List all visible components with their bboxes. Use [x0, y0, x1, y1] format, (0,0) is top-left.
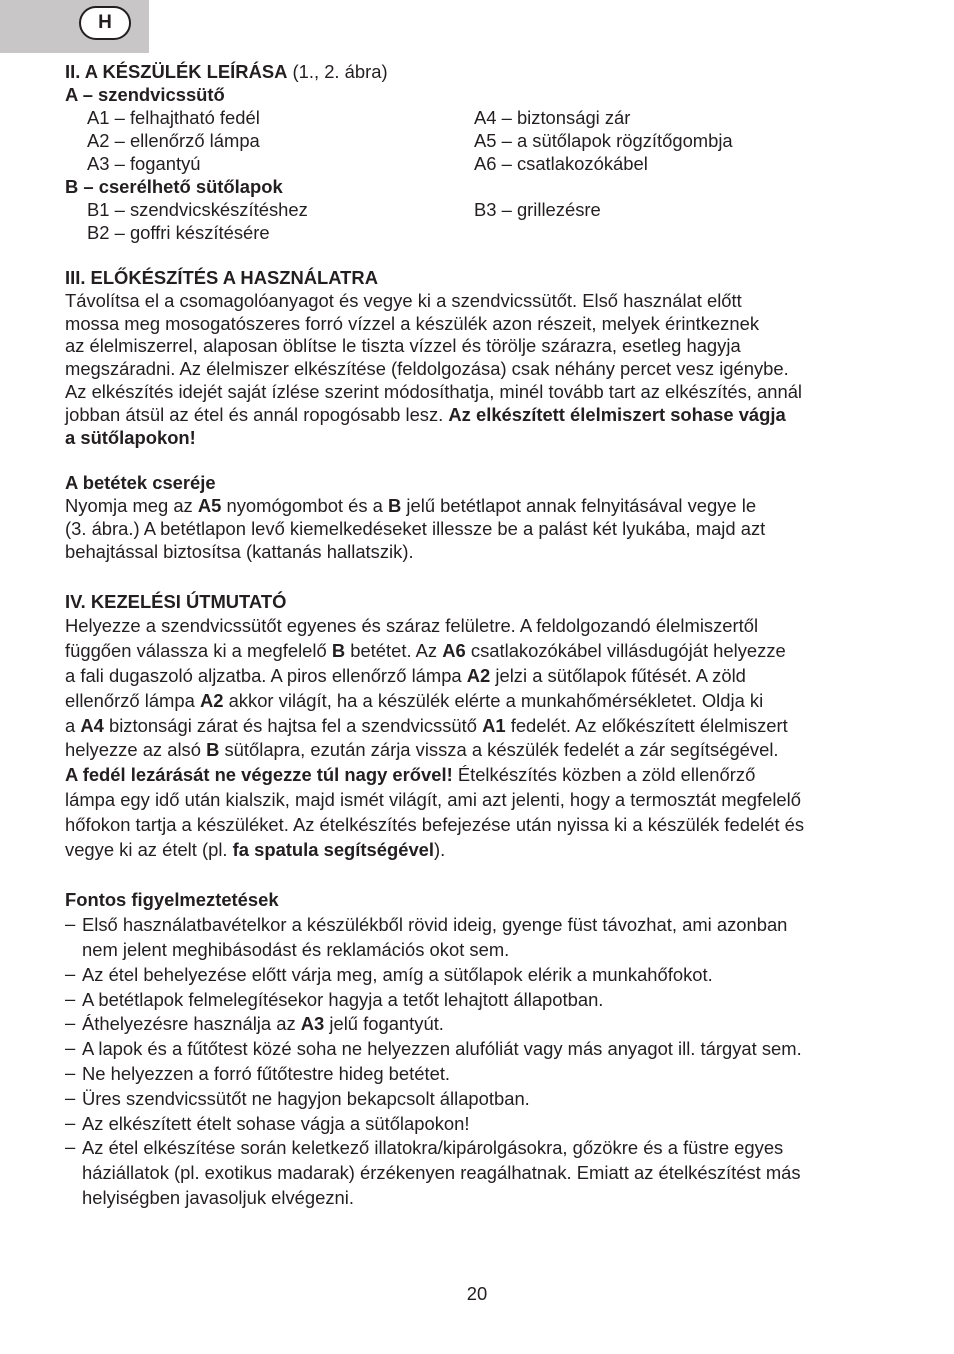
warning-item: – Az étel behelyezése előtt várja meg, amíg a sütőlapok elérik a munkahőfokot. — [65, 962, 713, 985]
paragraph-line: Az elkészítés idejét saját ízlése szerint módosíthatja, minél tovább tart az elkészítés, annál — [65, 380, 803, 402]
section-heading-preparation: III. ELŐKÉSZÍTÉS A HASZNÁLATRA — [65, 267, 378, 288]
paragraph-line: vegye ki az ételt (pl. fa spatula segítségével). — [65, 838, 446, 860]
paragraph-line: Helyezze a szendvicssütőt egyenes és száraz felületre. A feldolgozandó élelmiszertől — [65, 615, 759, 637]
paragraph-line: hőfokon tartja a készüléket. Az ételkészítés befejezése után nyissa ki a készülék fedelét és — [65, 813, 805, 835]
section-heading-description: II. A KÉSZÜLÉK LEÍRÁSA (1., 2. ábra) — [65, 61, 388, 82]
page-number: 20 — [466, 1283, 488, 1304]
paragraph-line: mossa meg mosogatószeres forró vízzel a készülék azon részeit, melyek érintkeznek — [65, 312, 760, 334]
parts-row: B2 – goffri készítésére — [87, 222, 270, 243]
warning-item: – A lapok és a fűtőtest közé soha ne helyezzen alufóliát vagy más anyagot ill. tárgyat sem. — [65, 1037, 802, 1060]
document-body — [65, 60, 895, 1211]
paragraph-line: A fedél lezárását ne végezze túl nagy erővel! Ételkészítés közben a zöld ellenőrző — [65, 764, 756, 786]
paragraph-line: Távolítsa el a csomagolóanyagot és vegye ki a szendvicssütőt. Első használat előtt — [65, 289, 742, 311]
warning-item: – Az étel elkészítése során keletkező illatokra/kipárolgásokra, gőzökre és a füstre egyes háziállatok (pl. exotikus madarak) érzékenyen reagálhatnak. Emiatt az ételkészítést más helyiségben javasoljuk elvégezni. — [65, 1136, 801, 1208]
subheading-insert-replacement: A betétek cseréje — [65, 472, 216, 494]
warning-item: – A betétlapok felmelegítésekor hagyja a tetőt lehajtott állapotban. — [65, 987, 604, 1010]
warning-item: – Üres szendvicssütőt ne hagyjon bekapcsolt állapotban. — [65, 1086, 530, 1109]
parts-row: A1 – felhajtható fedél A4 – biztonsági zár — [87, 107, 631, 128]
part-a-title: A – szendvicssütő — [65, 84, 225, 105]
paragraph-line: lámpa egy idő után kialszik, majd ismét világít, ami azt jelenti, hogy a termosztát megfelelő — [65, 788, 801, 810]
paragraph-line: helyezze az alsó B sütőlapra, ezután zárja vissza a készülék fedelét a zár segítségével. — [65, 739, 779, 761]
parts-row: A3 – fogantyú A6 – csatlakozókábel — [87, 153, 648, 174]
paragraph-line: jobban átsül az étel és annál ropogósabb lesz. Az elkészített élelmiszert sohase vágja — [65, 403, 786, 425]
paragraph-line: ellenőrző lámpa A2 akkor világít, ha a készülék elérte a munkahőmérsékletet. Oldja ki — [65, 689, 764, 711]
paragraph-line: a fali dugaszoló aljzatba. A piros ellenőrző lámpa A2 jelzi a sütőlapok fűtését. A zöld — [65, 664, 746, 686]
section-heading-operation: IV. KEZELÉSI ÚTMUTATÓ — [65, 590, 287, 612]
paragraph-line: (3. ábra.) A betétlapon levő kiemelkedéseket illessze be a palást két lyukába, majd azt — [65, 517, 766, 539]
subheading-warnings: Fontos figyelmeztetések — [65, 889, 279, 911]
language-badge: H — [79, 6, 131, 40]
warning-item: – Áthelyezésre használja az A3 jelű fogantyút. — [65, 1012, 444, 1035]
parts-row: A2 – ellenőrző lámpa A5 – a sütőlapok rögzítőgombja — [87, 130, 733, 151]
paragraph-line: Nyomja meg az A5 nyomógombot és a B jelű betétlapot annak felnyitásával vegye le — [65, 495, 757, 517]
part-b-title: B – cserélhető sütőlapok — [65, 176, 283, 197]
language-tab — [0, 0, 149, 53]
paragraph-line: megszáradni. Az élelmiszer elkészítése (feldolgozása) csak néhány percet vesz igénybe. — [65, 358, 789, 380]
paragraph-line: függően válassza ki a megfelelő B betétet. Az A6 csatlakozókábel villásdugóját helyezze — [65, 640, 786, 662]
paragraph-line: behajtással biztosítsa (kattanás hallatszik). — [65, 540, 414, 562]
paragraph-line: a sütőlapokon! — [65, 426, 196, 448]
parts-row: B1 – szendvicskészítéshez B3 – grillezésre — [87, 199, 601, 220]
paragraph-line: az élelmiszerrel, alaposan öblítse le tiszta vízzel és törölje szárazra, esetleg hagyja — [65, 335, 741, 357]
paragraph-line: a A4 biztonsági zárat és hajtsa fel a szendvicssütő A1 fedelét. Az előkészített élelmiszert — [65, 714, 788, 736]
warning-item: – Ne helyezzen a forró fűtőtestre hideg betétet. — [65, 1061, 451, 1084]
warning-item: – Első használatbavételkor a készülékből rövid ideig, gyenge füst távozhat, ami azonban nem jelent meghibásodást és reklamációs okot sem. — [65, 913, 788, 960]
warning-item: – Az elkészített ételt sohase vágja a sütőlapokon! — [65, 1111, 470, 1134]
